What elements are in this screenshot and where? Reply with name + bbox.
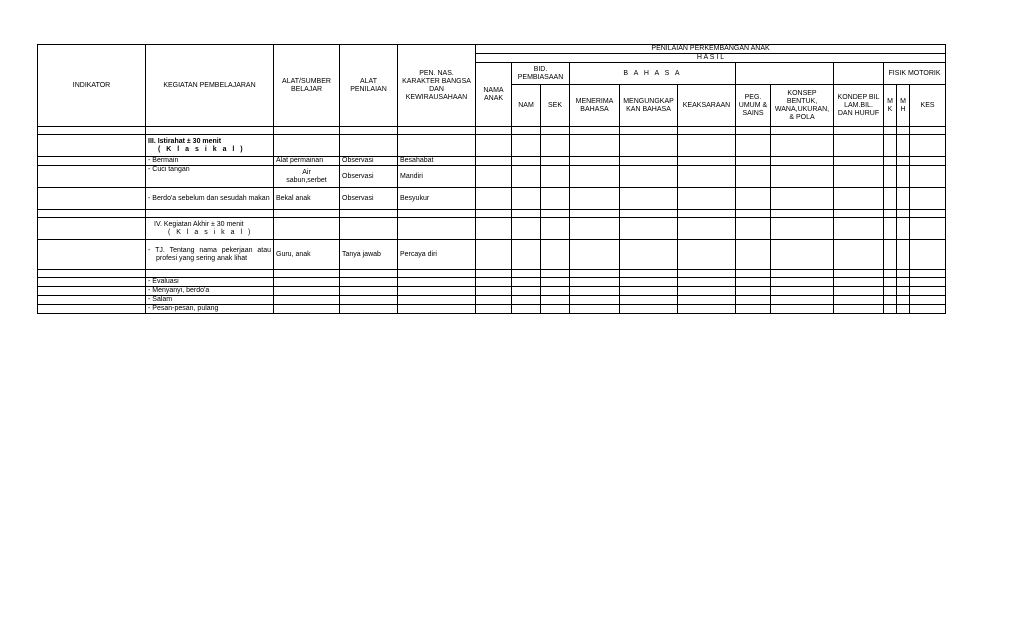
header-kes: KES	[910, 85, 946, 127]
header-sek: SEK	[541, 85, 570, 127]
table-row	[38, 127, 946, 135]
header-alat-sumber: ALAT/SUMBER BELAJAR	[274, 45, 340, 127]
karakter-cell: Percaya diri	[398, 240, 476, 270]
header-nama-anak: NAMA ANAK	[476, 63, 512, 127]
table-row	[38, 278, 946, 287]
alat-cell: Bekal anak	[274, 188, 340, 210]
table-row	[38, 210, 946, 218]
section-istirahat	[146, 135, 274, 157]
header-alat-penilaian: ALAT PENILAIAN	[340, 45, 398, 127]
kegiatan-text: Berdo'a sebelum dan sesudah makan	[152, 194, 270, 202]
section-akhir	[146, 218, 274, 240]
lesson-plan-table	[37, 44, 946, 314]
header-peg-umum: PEG. UMUM & SAINS	[736, 85, 771, 127]
header-keaksaraan: KEAKSARAAN	[678, 85, 736, 127]
header-kondep-bil: KONDEP BIL LAM.BIL. DAN HURUF	[834, 85, 884, 127]
header-bid-pembiasaan: BID. PEMBIASAAN	[512, 63, 570, 85]
header-nam: NAM	[512, 85, 541, 127]
kegiatan-cell: - Salam	[146, 296, 274, 305]
header-kondep-top	[834, 63, 884, 85]
table-row	[38, 188, 946, 210]
table-row	[38, 135, 946, 157]
header-mh: M H	[897, 85, 910, 127]
table-row	[38, 240, 946, 270]
alat-cell: Guru, anak	[274, 240, 340, 270]
table-row	[38, 287, 946, 296]
section-title: IV. Kegiatan Akhir ± 30 menit	[154, 220, 244, 228]
table-row	[38, 166, 946, 188]
header-kognitif-blank	[736, 63, 834, 85]
header-bahasa: B A H A S A	[570, 63, 736, 85]
header-mengungkap-bahasa: MENGUNGKAP KAN BAHASA	[620, 85, 678, 127]
section-mode: ( K l a s i k a l )	[168, 228, 253, 236]
table-row	[38, 218, 946, 240]
karakter-cell: Besyukur	[398, 188, 476, 210]
header-penilaian: PENILAIAN PERKEMBANGAN ANAK	[476, 45, 946, 54]
section-mode: ( K l a s i k a l )	[158, 145, 245, 153]
header-indikator: INDIKATOR	[38, 45, 146, 127]
kegiatan-cell: - Berdo'a sebelum dan sesudah makan	[146, 188, 274, 210]
table-row	[38, 270, 946, 278]
alat-cell: Alat permainan	[274, 157, 340, 166]
header-hasil: H A S I L	[476, 54, 946, 63]
karakter-cell: Mandiri	[398, 166, 476, 188]
table-row	[38, 305, 946, 314]
kegiatan-cell: - Bermain	[146, 157, 274, 166]
karakter-cell: Besahabat	[398, 157, 476, 166]
table-row	[38, 296, 946, 305]
penilaian-cell: Observasi	[340, 188, 398, 210]
alat-cell: Air sabun,serbet	[274, 166, 340, 188]
section-title: III. Istirahat ± 30 menit	[148, 137, 222, 145]
penilaian-cell: Tanya jawab	[340, 240, 398, 270]
header-menerima-bahasa: MENERIMA BAHASA	[570, 85, 620, 127]
penilaian-cell: Observasi	[340, 157, 398, 166]
header-kegiatan: KEGIATAN PEMBELAJARAN	[146, 45, 274, 127]
header-konsep-bentuk: KONSEP BENTUK, WANA,UKURAN, & POLA	[771, 85, 834, 127]
kegiatan-text: TJ. Tentang nama pekerjaan atau profesi yang sering anak lihat	[155, 246, 271, 262]
header-pen-nas: PEN. NAS. KARAKTER BANGSA DAN KEWIRAUSAHAAN	[398, 45, 476, 127]
kegiatan-cell: - TJ. Tentang nama pekerjaan atau profesi yang sering anak lihat	[146, 240, 274, 270]
table-row	[38, 157, 946, 166]
kegiatan-cell: - Cuci tangan	[146, 166, 274, 188]
kegiatan-cell: - Menyanyi, berdo'a	[146, 287, 274, 296]
header-mk: M K	[884, 85, 897, 127]
penilaian-cell: Observasi	[340, 166, 398, 188]
kegiatan-cell: - Pesan-pesan, pulang	[146, 305, 274, 314]
header-fisik-motorik: FISIK MOTORIK	[884, 63, 946, 85]
kegiatan-cell: - Evaluasi	[146, 278, 274, 287]
